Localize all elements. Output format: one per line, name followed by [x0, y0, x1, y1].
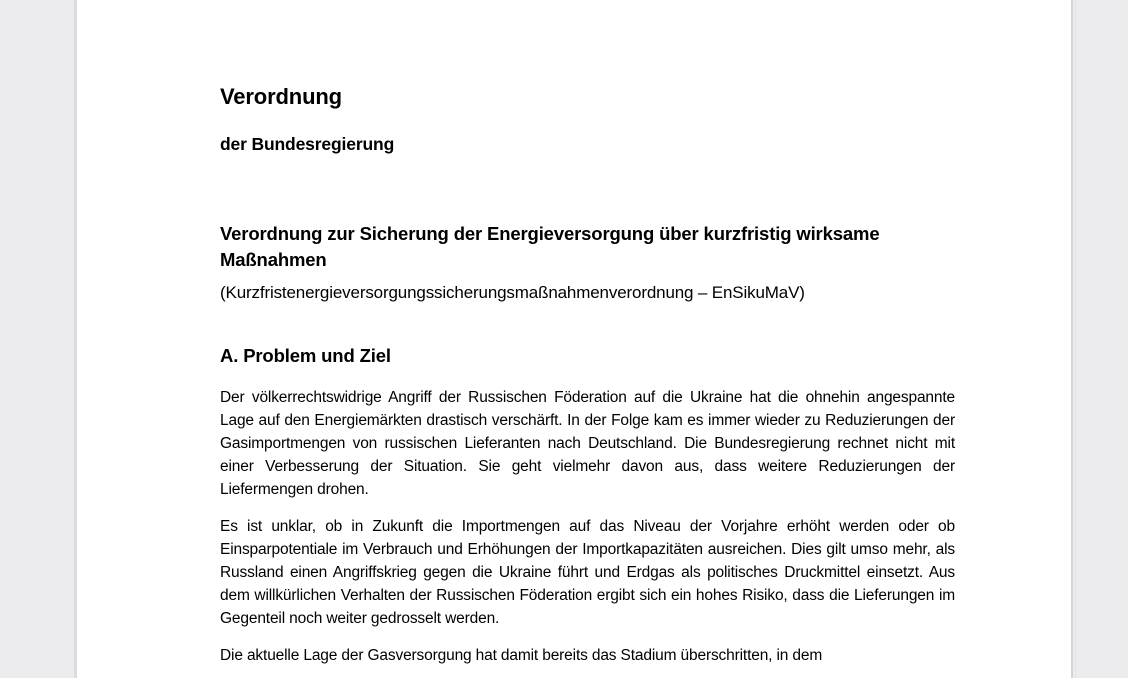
- document-page: [74, 0, 1073, 678]
- section-a-heading: A. Problem und Ziel: [220, 345, 391, 366]
- doc-issuer-heading: der Bundesregierung: [220, 134, 395, 154]
- paragraph: Der völkerrechtswidrige Angriff der Russischen Föderation auf die Ukraine hat die ohnehin angespannte Lage auf den Energiemärkten drastisch verschärft. In der Folge kam es immer wieder zu Reduzierungen der Gasimportmengen von russischen Lieferanten nach Deutschland. Die Bundesregierung rechnet nicht mit einer Verbesserung der Situation. Sie geht vielmehr davon aus, dass weitere Reduzierungen der Liefermengen drohen.: [220, 389, 955, 498]
- paragraph: Die aktuelle Lage der Gasversorgung hat damit bereits das Stadium überschritten, in dem: [220, 647, 823, 664]
- doc-type-heading: Verordnung: [220, 84, 342, 109]
- paragraph: Es ist unklar, ob in Zukunft die Importmengen auf das Niveau der Vorjahre erhöht werden oder ob Einsparpotentiale im Verbrauch und Erhöhungen der Importkapazitäten ausreichen. Dies gilt umso mehr, als Russland einen Angriffskrieg gegen die Ukraine führt und Erdgas als politisches Druckmittel einsetzt. Aus dem willkürlichen Verhalten der Russischen Föderation ergibt sich ein hohes Risiko, dass die Lieferungen im Gegenteil noch weiter gedrosselt werden.: [220, 518, 955, 627]
- section-a-body: [220, 386, 955, 667]
- doc-short-title: (Kurzfristenergieversorgungssicherungsmaßnahmenverordnung – EnSikuMaV): [220, 283, 805, 302]
- page-content: [77, 0, 1071, 667]
- doc-title: Verordnung zur Sicherung der Energieversorgung über kurzfristig wirksame Maßnahmen: [220, 223, 880, 270]
